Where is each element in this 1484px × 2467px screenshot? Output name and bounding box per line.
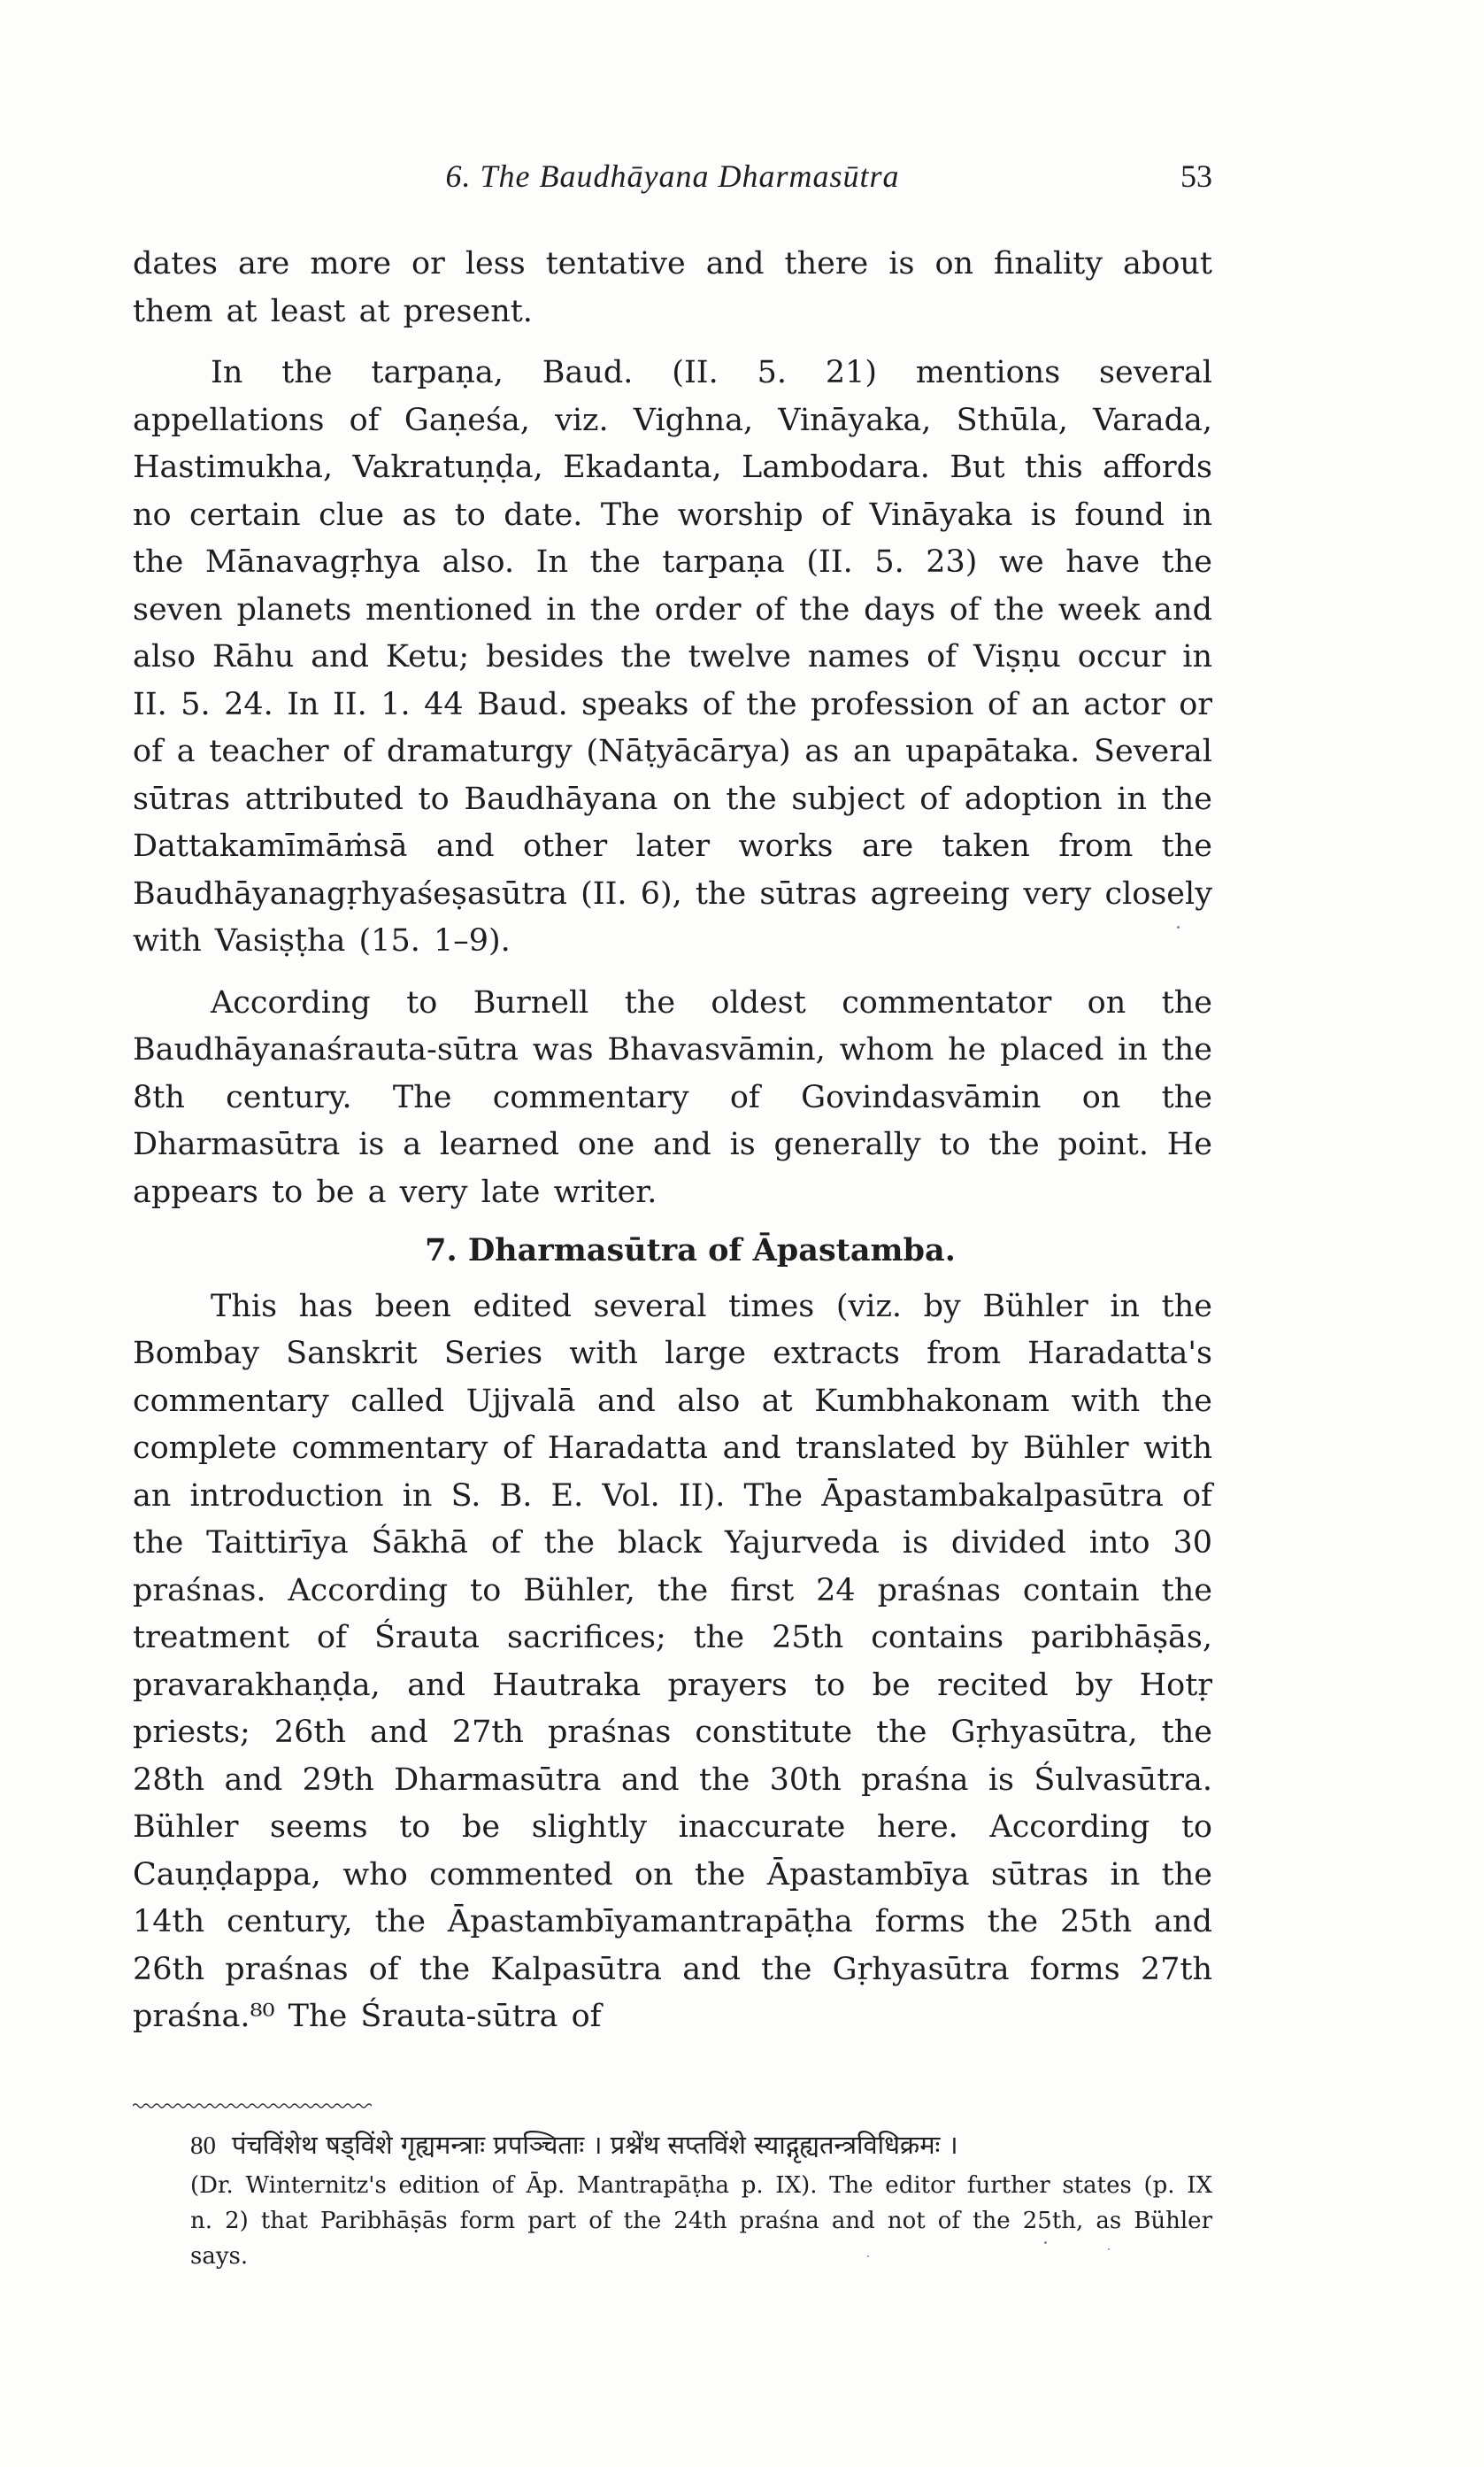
page-number: 53	[1180, 158, 1212, 194]
scan-speck	[1177, 926, 1180, 929]
section-heading: 7. Dharmasūtra of Āpastamba.	[425, 1232, 956, 1268]
footnotes	[190, 2123, 1212, 2274]
main-text	[133, 241, 1212, 2041]
scan-speck	[1108, 2248, 1110, 2250]
footnote-note: (Dr. Winternitz's edition of Āp. Mantrapāṭha p. IX). The editor further states (p. IX n. 2) that Paribhāṣās form part of the 24th praśna and not of the 25th, as Bühler says.	[190, 2172, 1212, 2270]
paragraph-tarpana: In the tarpaṇa, Baud. (II. 5. 21) mentions several appellations of Gaṇeśa, viz. Vighna, Vināyaka, Sthūla, Varada, Hastimukha, Vakratuṇḍa, Ekadanta, Lambodara. But this affords no certain clue as to date. The worship of Vināyaka is found in the Mānavagṛhya also. In the tarpaṇa (II. 5. 23) we have the seven planets mentioned in the order of the days of the week and also Rāhu and Ketu; besides the twelve names of Viṣṇu occur in II. 5. 24. In II. 1. 44 Baud. speaks of the profession of an actor or of a teacher of dramaturgy (Nāṭyācārya) as an upapātaka. Several sūtras attributed to Baudhāyana on the subject of adoption in the Dattakamīmāṁsā and other later works are taken from the Baudhāyanagṛhyaśeṣasūtra (II. 6), the sūtras agreeing very closely with Vasiṣṭha (15. 1–9).	[133, 355, 1212, 959]
footnote-80	[190, 2123, 1212, 2168]
paragraph-continuation: dates are more or less tentative and there is on finality about them at least at present.	[133, 246, 1212, 329]
footnote-separator	[133, 2102, 372, 2109]
scan-speck	[867, 2255, 869, 2257]
footnote-sanskrit-verse: पंचविंशेथ षड्विंशे गृह्यमन्त्राः प्रपञ्चिताः । प्रश्ने॑थ सप्तविंशे स्याद्गृह्यतन्त्रविधिक्रमः ।	[232, 2130, 958, 2160]
running-title: 6. The Baudhāyana Dharmasūtra	[445, 158, 900, 194]
footnote-number: 80	[190, 2132, 216, 2160]
paragraph-commentators: According to Burnell the oldest commentator on the Baudhāyanaśrauta-sūtra was Bhavasvāmin, whom he placed in the 8th century. The commentary of Govindasvāmin on the Dharmasūtra is a learned one and is generally to the point. He appears to be a very late writer.	[133, 984, 1212, 1210]
paragraph-apastamba: This has been edited several times (viz. by Bühler in the Bombay Sanskrit Series with large extracts from Haradatta's commentary called Ujjvalā and also at Kumbhakonam with the complete commentary of Haradatta and translated by Bühler with an introduction in S. B. E. Vol. II). The Āpastambakalpasūtra of the Taittirīya Śākhā of the black Yajurveda is divided into 30 praśnas. According to Bühler, the first 24 praśnas contain the treatment of Śrauta sacrifices; the 25th contains paribhāṣās, pravarakhaṇḍa, and Hautraka prayers to be recited by Hotṛ priests; 26th and 27th praśnas constitute the Gṛhyasūtra, the 28th and 29th Dharmasūtra and the 30th praśna is Śulvasūtra. Bühler seems to be slightly inaccurate here. According to Cauṇḍappa, who commented on the Āpastambīya sūtras in the 14th century, the Āpastambīyamantrapāṭha forms the 25th and 26th praśnas of the Kalpasūtra and the Gṛhyasūtra forms 27th praśna.⁸⁰ The Śrauta-sūtra of	[133, 1288, 1212, 2034]
page-header	[133, 158, 1212, 211]
scan-speck	[1044, 2241, 1047, 2244]
